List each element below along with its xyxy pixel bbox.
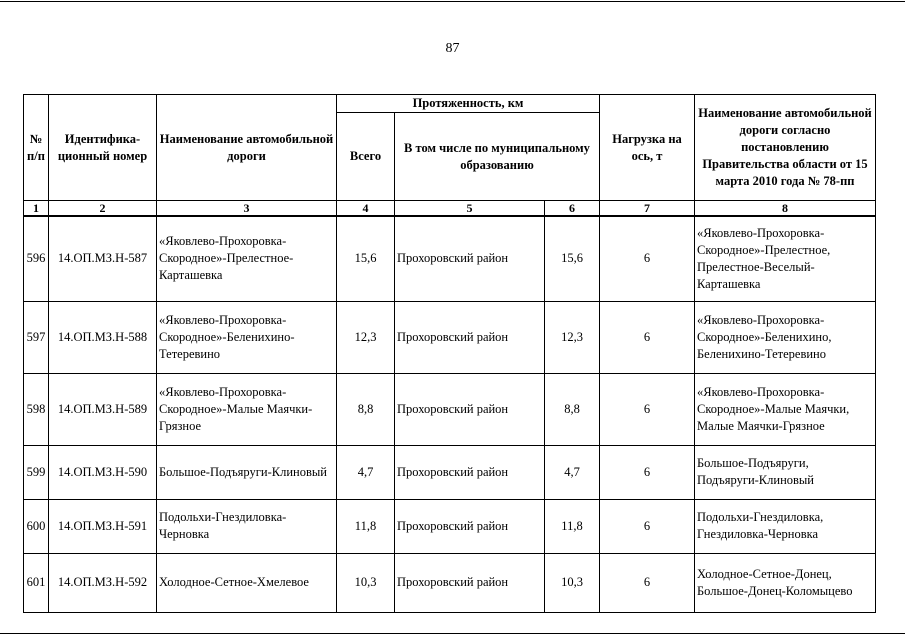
column-number: 5 xyxy=(395,201,545,217)
row-no: 599 xyxy=(24,445,49,499)
row-no: 600 xyxy=(24,499,49,553)
row-axle-load: 6 xyxy=(600,216,695,301)
table-row xyxy=(24,216,876,301)
header-decree-name: Наименование автомобильной дороги согласно постановлению Правительства области от 15 марта 2010 года № 78-пп xyxy=(695,95,876,201)
row-decree-name: «Яковлево-Прохоровка-Скородное»-Малые Маячки, Малые Маячки-Грязное xyxy=(695,373,876,445)
column-number: 4 xyxy=(337,201,395,217)
row-road-name: «Яковлево-Прохоровка-Скородное»-Прелестное-Карташевка xyxy=(157,216,337,301)
row-decree-name: «Яковлево-Прохоровка-Скородное»-Беленихино, Беленихино-Тетеревино xyxy=(695,301,876,373)
row-decree-name: Холодное-Сетное-Донец, Большое-Донец-Коломыцево xyxy=(695,553,876,612)
header-total: Всего xyxy=(337,113,395,201)
roads-table xyxy=(23,94,876,613)
row-id: 14.ОП.МЗ.Н-592 xyxy=(49,553,157,612)
row-total-km: 15,6 xyxy=(337,216,395,301)
bottom-scan-line xyxy=(0,633,905,634)
column-number: 7 xyxy=(600,201,695,217)
row-axle-load: 6 xyxy=(600,553,695,612)
row-id: 14.ОП.МЗ.Н-587 xyxy=(49,216,157,301)
row-district-km: 11,8 xyxy=(545,499,600,553)
row-district: Прохоровский район xyxy=(395,499,545,553)
row-district-km: 4,7 xyxy=(545,445,600,499)
table-row xyxy=(24,301,876,373)
row-id: 14.ОП.МЗ.Н-591 xyxy=(49,499,157,553)
row-district-km: 12,3 xyxy=(545,301,600,373)
top-scan-line xyxy=(0,1,905,2)
header-id: Идентифика-ционный номер xyxy=(49,95,157,201)
row-road-name: Подольхи-Гнездиловка-Черновка xyxy=(157,499,337,553)
header-municipal: В том числе по муниципальному образованию xyxy=(395,113,600,201)
row-no: 598 xyxy=(24,373,49,445)
row-axle-load: 6 xyxy=(600,301,695,373)
column-number: 3 xyxy=(157,201,337,217)
row-total-km: 8,8 xyxy=(337,373,395,445)
row-id: 14.ОП.МЗ.Н-588 xyxy=(49,301,157,373)
row-district: Прохоровский район xyxy=(395,373,545,445)
row-no: 601 xyxy=(24,553,49,612)
row-axle-load: 6 xyxy=(600,445,695,499)
table-row xyxy=(24,499,876,553)
row-district-km: 8,8 xyxy=(545,373,600,445)
header-length-group: Протяженность, км xyxy=(337,95,600,113)
column-number: 2 xyxy=(49,201,157,217)
row-district: Прохоровский район xyxy=(395,445,545,499)
row-decree-name: Большое-Подъяруги, Подъяруги-Клиновый xyxy=(695,445,876,499)
row-road-name: Холодное-Сетное-Хмелевое xyxy=(157,553,337,612)
row-district-km: 10,3 xyxy=(545,553,600,612)
column-number: 8 xyxy=(695,201,876,217)
row-total-km: 12,3 xyxy=(337,301,395,373)
row-district-km: 15,6 xyxy=(545,216,600,301)
row-axle-load: 6 xyxy=(600,373,695,445)
row-road-name: «Яковлево-Прохоровка-Скородное»-Малые Маячки-Грязное xyxy=(157,373,337,445)
row-road-name: «Яковлево-Прохоровка-Скородное»-Беленихино-Тетеревино xyxy=(157,301,337,373)
table-row xyxy=(24,373,876,445)
row-no: 597 xyxy=(24,301,49,373)
row-id: 14.ОП.МЗ.Н-589 xyxy=(49,373,157,445)
row-id: 14.ОП.МЗ.Н-590 xyxy=(49,445,157,499)
header-no: № п/п xyxy=(24,95,49,201)
row-no: 596 xyxy=(24,216,49,301)
row-total-km: 11,8 xyxy=(337,499,395,553)
row-district: Прохоровский район xyxy=(395,301,545,373)
row-district: Прохоровский район xyxy=(395,216,545,301)
row-decree-name: «Яковлево-Прохоровка-Скородное»-Прелестное, Прелестное-Веселый-Карташевка xyxy=(695,216,876,301)
row-total-km: 10,3 xyxy=(337,553,395,612)
row-district: Прохоровский район xyxy=(395,553,545,612)
header-road-name: Наименование автомобильной дороги xyxy=(157,95,337,201)
page-number: 87 xyxy=(445,41,460,56)
table-row xyxy=(24,553,876,612)
row-road-name: Большое-Подъяруги-Клиновый xyxy=(157,445,337,499)
table-row xyxy=(24,445,876,499)
column-number: 6 xyxy=(545,201,600,217)
row-total-km: 4,7 xyxy=(337,445,395,499)
row-decree-name: Подольхи-Гнездиловка, Гнездиловка-Черновка xyxy=(695,499,876,553)
header-axle-load: Нагрузка на ось, т xyxy=(600,95,695,201)
column-number: 1 xyxy=(24,201,49,217)
row-axle-load: 6 xyxy=(600,499,695,553)
